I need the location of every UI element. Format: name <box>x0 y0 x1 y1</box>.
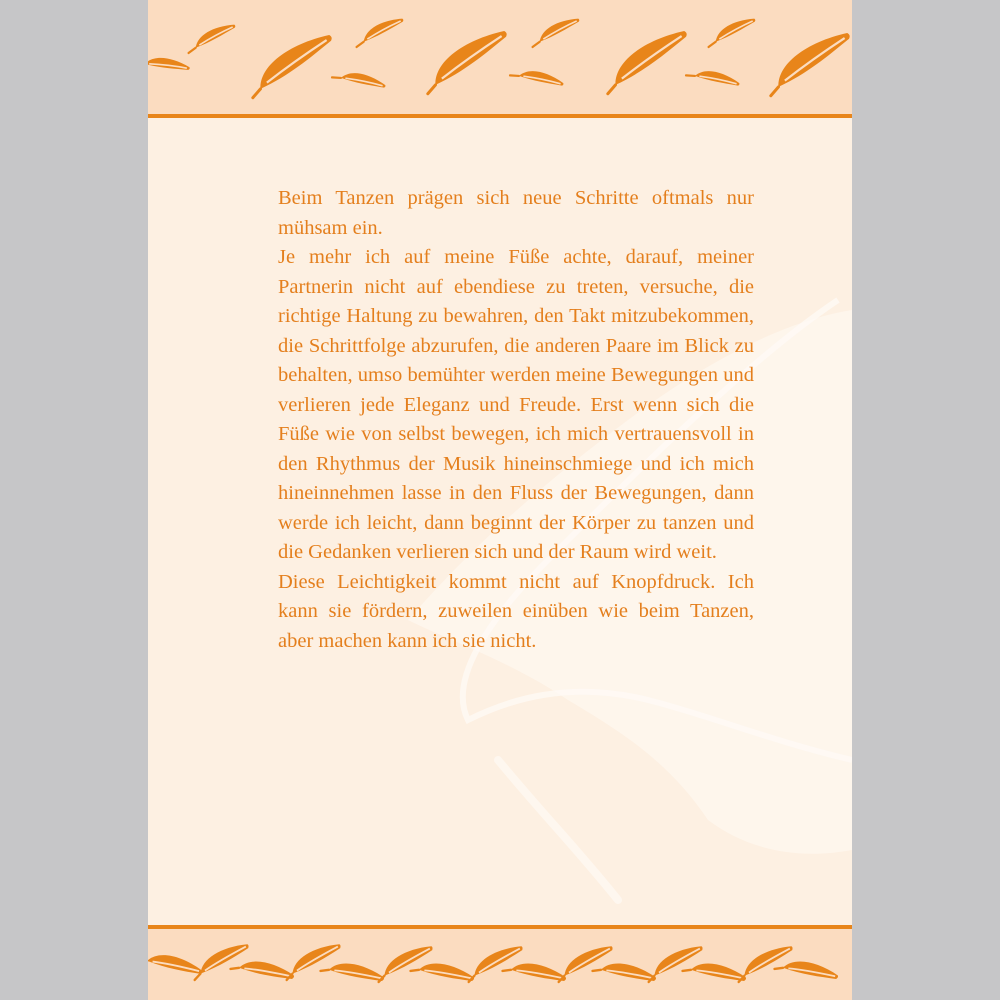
paragraph: Diese Leichtigkeit kommt nicht auf Knopfdruck. Ich kann sie fördern, zuweilen einüben wie beim Tanzen, aber machen kann ich sie nicht. <box>278 570 754 652</box>
paragraph: Beim Tanzen prägen sich neue Schritte oftmals nur mühsam ein. <box>278 187 754 239</box>
paragraph: Je mehr ich auf meine Füße achte, darauf, meiner Partnerin nicht auf ebendiese zu treten, versuche, die richtige Haltung zu bewahren, den Takt mitzubekommen, die Schrittfolge abzurufen, die anderen Paare im Blick zu behalten, umso bemühter werden meine Bewegungen und verlieren jede Eleganz und Freude. Erst wenn sich die Füße wie von selbst bewegen, ich mich vertrauensvoll in den Rhythmus der Musik hineinschmiege und ich mich hineinnehmen lasse in den Fluss der Bewegungen, dann werde ich leicht, dann beginnt der Körper zu tanzen und die Gedanken verlieren sich und der Raum wird weit. <box>278 246 754 563</box>
body-text <box>278 184 754 656</box>
page <box>148 0 852 1000</box>
bottom-feather-border <box>148 929 852 1000</box>
feather-icon <box>148 929 852 1000</box>
